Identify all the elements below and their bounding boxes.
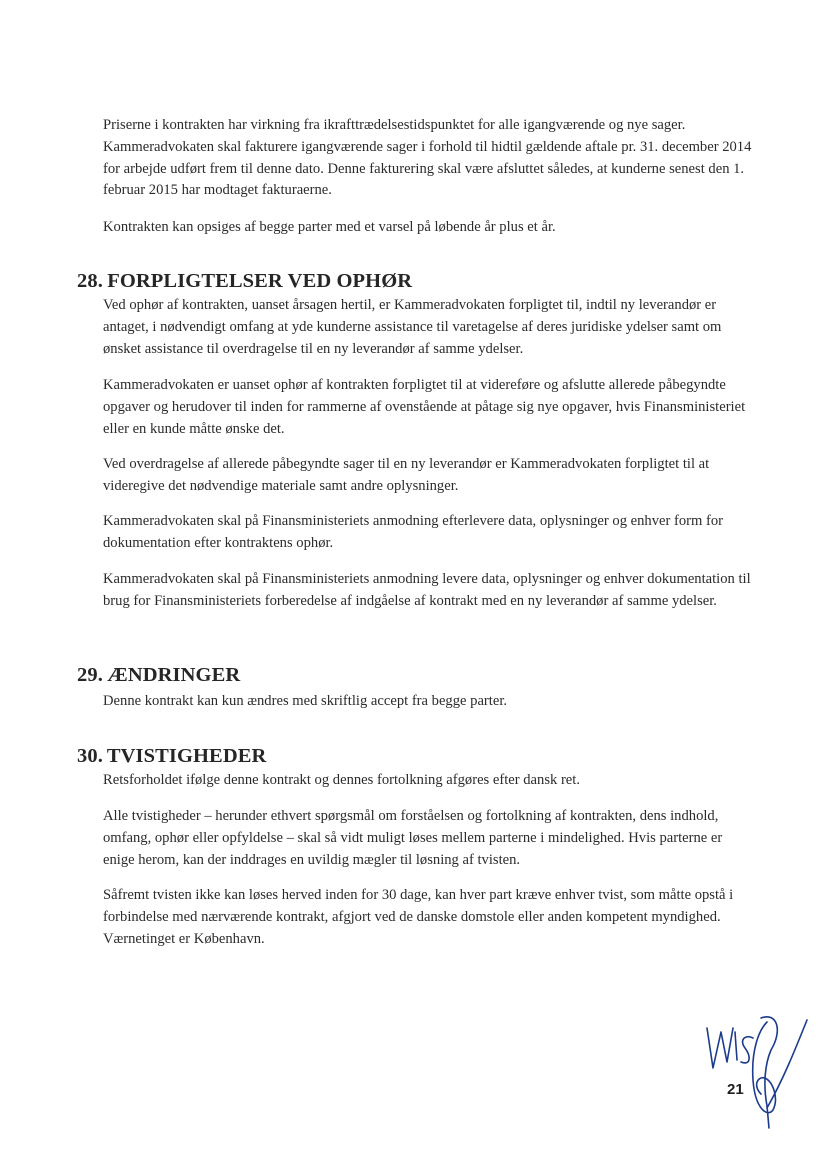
handwritten-initials-signature: [695, 1010, 815, 1135]
section-30-number: 30.: [77, 745, 103, 767]
section-28-title: FORPLIGTELSER VED OPHØR: [107, 270, 413, 292]
section-28-number: 28.: [77, 270, 103, 292]
section-29-paragraph-1: Denne kontrakt kan kun ændres med skriftlig accept fra begge parter.: [103, 693, 508, 709]
section-29-title: ÆNDRINGER: [107, 664, 241, 686]
section-28-heading: [77, 270, 412, 293]
intro-paragraph-2: Kontrakten kan opsiges af begge parter med et varsel på løbende år plus et år.: [103, 219, 556, 235]
section-28-paragraph-2: Kammeradvokaten er uanset ophør af kontrakten forpligtet til at videreføre og afslutte allerede påbegyndte opgaver og herudover til inden for rammerne af ovenstående at påtage sig nye opgaver, hvis Finansministeriet eller en kunde måtte ønske det.: [103, 377, 746, 437]
section-29-heading: [77, 664, 240, 687]
section-30-paragraph-3: Såfremt tvisten ikke kan løses herved inden for 30 dage, kan hver part kræve enhver tvist, som måtte opstå i forbindelse med nærværende kontrakt, afgjort ved de danske domstole eller anden kompetent myndighed. Værnetinget er København.: [103, 887, 734, 947]
section-30-heading: [77, 745, 266, 768]
section-28-paragraph-5: Kammeradvokaten skal på Finansministeriets anmodning levere data, oplysninger og enhver dokumentation til brug for Finansministeriets forberedelse af indgåelse af kontrakt med en ny leverandør af samme ydelser.: [103, 571, 751, 609]
page-number: 21: [727, 1081, 744, 1098]
section-30-paragraph-2: Alle tvistigheder – herunder ethvert spørgsmål om forståelsen og fortolkning af kontrakten, dens indhold, omfang, ophør eller opfyldelse – skal så vidt muligt løses mellem parterne i mindelighed. Hvis parterne er enige herom, kan der inddrages en uvildig mægler til løsning af tvisten.: [103, 808, 723, 868]
section-29-number: 29.: [77, 664, 103, 686]
section-28-paragraph-3: Ved overdragelse af allerede påbegyndte sager til en ny leverandør er Kammeradvokaten forpligtet til at videregive det nødvendige materiale samt andre oplysninger.: [103, 456, 710, 494]
section-30-title: TVISTIGHEDER: [106, 745, 267, 767]
section-28-paragraph-4: Kammeradvokaten skal på Finansministeriets anmodning efterlevere data, oplysninger og enhver form for dokumentation efter kontraktens ophør.: [103, 513, 724, 551]
intro-paragraph-1: Priserne i kontrakten har virkning fra ikrafttrædelsestidspunktet for alle igangværende og nye sager. Kammeradvokaten skal fakturere igangværende sager i forhold til hidtil gældende aftale pr. 31. december 2014 for arbejde udført frem til denne dato. Denne fakturering skal være afsluttet således, at kunderne senest den 1. februar 2015 har modtaget fakturaerne.: [103, 117, 752, 199]
section-28-paragraph-1: Ved ophør af kontrakten, uanset årsagen hertil, er Kammeradvokaten forpligtet til, indtil ny leverandør er antaget, i nødvendigt omfang at yde kunderne assistance til varetagelse af deres juridiske ydelser samt om ønsket assistance til overdragelse til en ny leverandør af samme ydelser.: [103, 297, 722, 357]
section-30-paragraph-1: Retsforholdet ifølge denne kontrakt og dennes fortolkning afgøres efter dansk ret.: [103, 772, 580, 788]
